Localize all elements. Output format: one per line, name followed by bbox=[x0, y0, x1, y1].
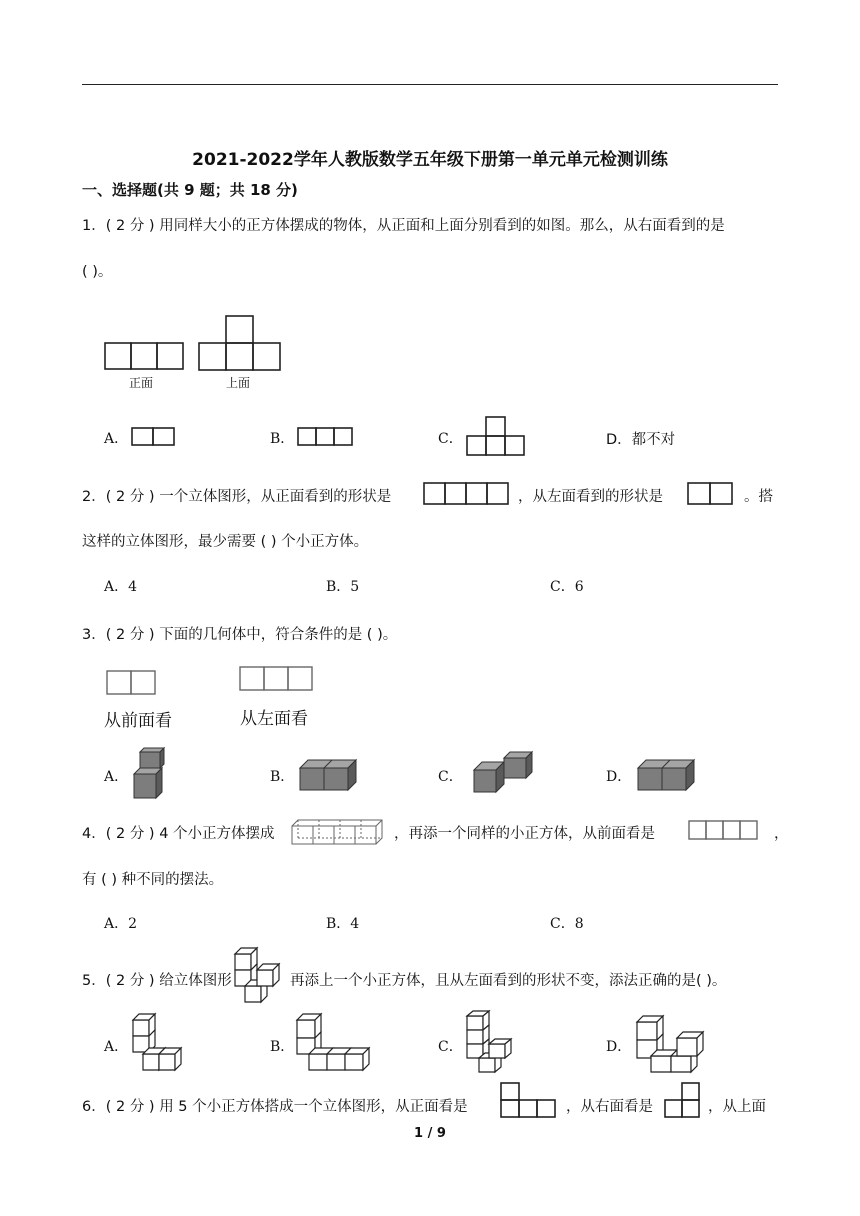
q2-option-b[interactable]: B．5 bbox=[326, 579, 360, 595]
q2-option-c[interactable]: C．6 bbox=[550, 579, 584, 595]
q6-front-view-figure bbox=[500, 1082, 556, 1120]
q3-option-d-solid bbox=[634, 754, 698, 794]
q4-front-view-figure bbox=[688, 820, 760, 842]
q5-option-a-solid bbox=[130, 1012, 182, 1074]
q1-option-d[interactable]: D．都不对 bbox=[606, 432, 676, 448]
q4-option-b[interactable]: B．4 bbox=[326, 916, 360, 932]
q3-text: 3．( 2 分 ) 下面的几何体中，符合条件的是 ( )。 bbox=[82, 627, 398, 643]
q1-option-b[interactable]: B． bbox=[270, 431, 295, 447]
q3-front-view-figure bbox=[106, 670, 158, 696]
q3-option-c[interactable]: C． bbox=[438, 769, 463, 785]
page-number: 1 / 9 bbox=[414, 1126, 446, 1141]
q5-option-b-solid bbox=[294, 1012, 370, 1074]
header-rule bbox=[82, 84, 778, 85]
q3-option-a[interactable]: A． bbox=[104, 769, 129, 785]
section-heading: 一、选择题(共 9 题；共 18 分) bbox=[82, 181, 298, 199]
q3-option-b[interactable]: B． bbox=[270, 769, 295, 785]
q2-option-a[interactable]: A．4 bbox=[104, 579, 138, 595]
q1-option-a[interactable]: A． bbox=[104, 431, 129, 447]
q4-text-b: ，再添一个同样的小正方体，从前面看是 bbox=[394, 826, 655, 842]
q3-option-b-solid bbox=[296, 754, 360, 794]
q4-text-a: 4．( 2 分 ) 4 个小正方体摆成 bbox=[82, 826, 275, 842]
q2-left-view-figure bbox=[687, 482, 735, 506]
q2-front-view-figure bbox=[423, 482, 509, 506]
q3-front-label: 从前面看 bbox=[104, 711, 172, 731]
q2-text-2: 这样的立体图形，最少需要 ( ) 个小正方体。 bbox=[82, 534, 369, 550]
q5-option-d-solid bbox=[634, 1012, 714, 1076]
q6-text-a: 6．( 2 分 ) 用 5 个小正方体搭成一个立体图形，从正面看是 bbox=[82, 1099, 468, 1115]
q2-text-c: 。搭 bbox=[744, 489, 773, 505]
q1-front-view-figure bbox=[104, 342, 184, 372]
q1-option-c[interactable]: C． bbox=[438, 431, 463, 447]
q5-option-a[interactable]: A． bbox=[104, 1039, 129, 1055]
q1-top-view-figure bbox=[198, 315, 282, 373]
q1-text: 1．( 2 分 ) 用同样大小的正方体摆成的物体，从正面和上面分别看到的如图。那么，从右面看到的是 bbox=[82, 218, 725, 234]
q6-text-c: ，从上面 bbox=[708, 1099, 766, 1115]
q3-option-d[interactable]: D． bbox=[606, 769, 632, 785]
q5-text-b: 再添上一个小正方体，且从左面看到的形状不变，添法正确的是( )。 bbox=[290, 973, 727, 989]
q4-arrangement-figure bbox=[290, 818, 384, 846]
q6-text-b: ，从右面看是 bbox=[566, 1099, 653, 1115]
q1-option-b-figure bbox=[297, 427, 355, 447]
q3-option-a-solid bbox=[130, 746, 166, 802]
q1-top-label: 上面 bbox=[226, 376, 251, 390]
q2-text-b: ，从左面看到的形状是 bbox=[518, 489, 663, 505]
q4-option-a[interactable]: A．2 bbox=[104, 916, 138, 932]
q5-solid-figure bbox=[232, 946, 284, 1006]
q3-left-label: 从左面看 bbox=[240, 709, 308, 729]
q3-option-c-solid bbox=[470, 748, 538, 796]
q4-option-c[interactable]: C．8 bbox=[550, 916, 584, 932]
q3-left-view-figure bbox=[239, 666, 313, 692]
q4-text-2: 有 ( ) 种不同的摆法。 bbox=[82, 872, 224, 888]
q1-option-a-figure bbox=[131, 427, 177, 447]
q1-option-c-figure bbox=[466, 416, 526, 456]
q2-text-a: 2．( 2 分 ) 一个立体图形，从正面看到的形状是 bbox=[82, 489, 392, 505]
document-title: 2021-2022学年人教版数学五年级下册第一单元单元检测训练 bbox=[192, 150, 668, 170]
q5-option-c[interactable]: C． bbox=[438, 1039, 463, 1055]
q4-text-c: ， bbox=[774, 826, 789, 842]
q5-option-d[interactable]: D． bbox=[606, 1039, 632, 1055]
q1-front-label: 正面 bbox=[129, 376, 154, 390]
q6-right-view-figure bbox=[664, 1082, 702, 1120]
q5-option-b[interactable]: B． bbox=[270, 1039, 295, 1055]
q5-option-c-solid bbox=[464, 1010, 512, 1076]
q5-text-a: 5．( 2 分 ) 给立体图形 bbox=[82, 973, 232, 989]
q1-answer-blank: ( )。 bbox=[82, 264, 113, 280]
